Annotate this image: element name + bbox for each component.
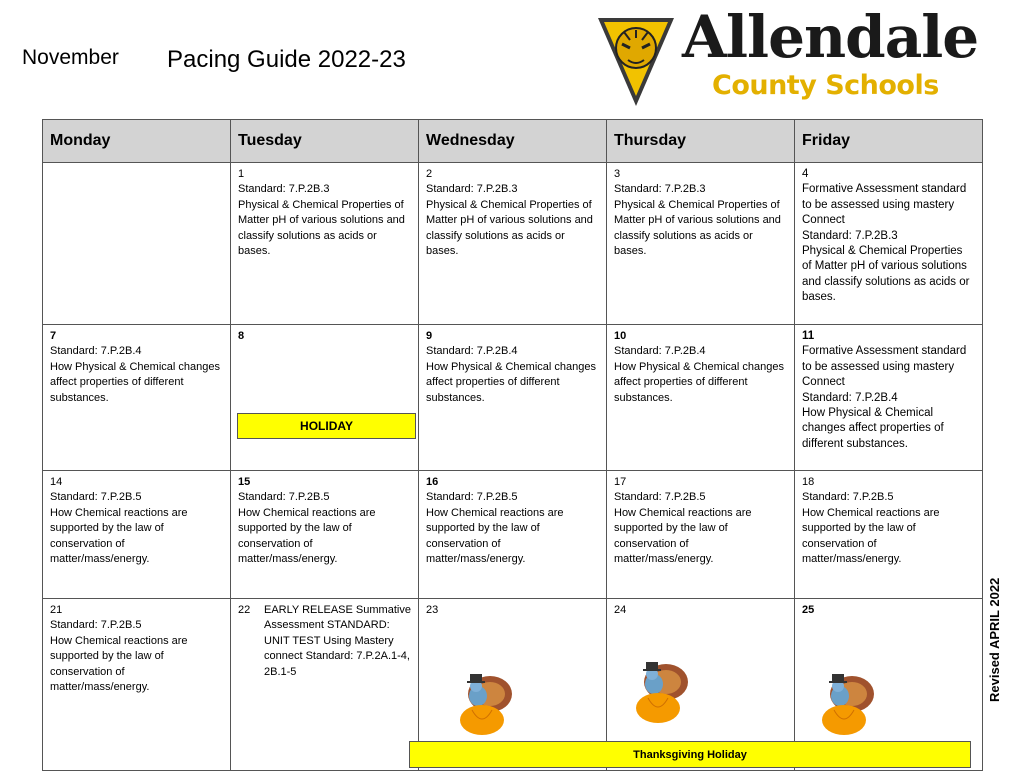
day-cell (43, 163, 231, 325)
day-text: Standard: 7.P.2B.4 How Physical & Chemical changes affect properties of different substances. (426, 345, 596, 404)
day-cell (419, 163, 607, 325)
day-cell (795, 471, 983, 599)
day-number: 24 (614, 604, 627, 616)
tiger-logo-icon (596, 14, 676, 110)
day-number: 21 (50, 604, 63, 616)
day-cell (607, 471, 795, 599)
day-number: 23 (426, 604, 439, 616)
day-text: Standard: 7.P.2B.5 How Chemical reactions are supported by the law of conservation of matter/mass/energy. (238, 491, 376, 566)
day-text: Standard: 7.P.2B.5 How Chemical reactions are supported by the law of conservation of matter/mass/energy. (50, 491, 188, 566)
turkey-icon (812, 672, 882, 737)
day-cell (43, 325, 231, 471)
revised-note: Revised APRIL 2022 (987, 577, 1002, 702)
day-cell (419, 471, 607, 599)
day-text: Standard: 7.P.2B.5 How Chemical reactions are supported by the law of conservation of matter/mass/energy. (426, 491, 564, 566)
day-cell (43, 471, 231, 599)
day-text: Standard: 7.P.2B.5 How Chemical reactions are supported by the law of conservation of matter/mass/energy. (50, 619, 188, 694)
holiday-banner: HOLIDAY (237, 413, 416, 439)
day-number: 8 (238, 330, 245, 342)
day-number: 22 (238, 604, 251, 616)
day-cell (231, 599, 419, 771)
day-text: Standard: 7.P.2B.4 How Physical & Chemical changes affect properties of different substances. (50, 345, 220, 404)
day-number: 18 (802, 476, 815, 488)
day-cell (231, 163, 419, 325)
day-number: 4 (802, 168, 809, 180)
thanksgiving-banner: Thanksgiving Holiday (409, 741, 971, 768)
day-text: Standard: 7.P.2B.5 How Chemical reactions are supported by the law of conservation of matter/mass/energy. (802, 491, 940, 566)
week-row (43, 163, 983, 325)
turkey-icon (450, 672, 520, 737)
header-wednesday: Wednesday (419, 120, 607, 163)
day-number: 7 (50, 330, 57, 342)
day-number: 17 (614, 476, 627, 488)
day-text: Standard: 7.P.2B.3 Physical & Chemical Properties of Matter pH of various solutions and classify solutions as acids or bases. (426, 183, 593, 258)
month-label: November (22, 46, 119, 69)
day-number: 2 (426, 168, 433, 180)
day-cell (795, 163, 983, 325)
day-cell (795, 325, 983, 471)
day-text: Formative Assessment standard to be assessed using mastery Connect Standard: 7.P.2B.4 How Physical & Chemical changes affect properties of different substances. (802, 345, 967, 450)
day-number: 9 (426, 330, 433, 342)
header-tuesday: Tuesday (231, 120, 419, 163)
day-cell (419, 325, 607, 471)
page-title: Pacing Guide 2022-23 (167, 46, 406, 73)
day-cell (231, 471, 419, 599)
day-cell (607, 163, 795, 325)
day-text: EARLY RELEASE Summative Assessment STANDARD: UNIT TEST Using Mastery connect Standard: 7.P.2A.1-4, 2B.1-5 (264, 604, 411, 678)
day-number: 25 (802, 604, 815, 616)
header-monday: Monday (43, 120, 231, 163)
header-friday: Friday (795, 120, 983, 163)
day-cell (607, 325, 795, 471)
day-cell (43, 599, 231, 771)
day-number: 16 (426, 476, 439, 488)
day-text: Standard: 7.P.2B.5 How Chemical reactions are supported by the law of conservation of matter/mass/energy. (614, 491, 752, 566)
week-row (43, 325, 983, 471)
day-number: 14 (50, 476, 63, 488)
logo-title: Allendale (682, 3, 979, 71)
day-number: 15 (238, 476, 251, 488)
school-logo (596, 3, 979, 112)
day-text: Standard: 7.P.2B.3 Physical & Chemical Properties of Matter pH of various solutions and classify solutions as acids or bases. (614, 183, 781, 258)
day-number: 11 (802, 330, 815, 342)
logo-subtitle: County Schools (712, 70, 939, 101)
day-number: 1 (238, 168, 245, 180)
day-number: 10 (614, 330, 627, 342)
header-thursday: Thursday (607, 120, 795, 163)
day-text: Standard: 7.P.2B.4 How Physical & Chemical changes affect properties of different substances. (614, 345, 784, 404)
day-text: Standard: 7.P.2B.3 Physical & Chemical Properties of Matter pH of various solutions and classify solutions as acids or bases. (238, 183, 405, 258)
day-number: 3 (614, 168, 621, 180)
day-cell (231, 325, 419, 471)
week-row (43, 471, 983, 599)
day-text: Formative Assessment standard to be assessed using mastery Connect Standard: 7.P.2B.3 Physical & Chemical Properties of Matter pH of various solutions and classify solutions as acids or bases. (802, 183, 970, 304)
day-header-row (43, 120, 983, 163)
turkey-icon (626, 660, 696, 725)
